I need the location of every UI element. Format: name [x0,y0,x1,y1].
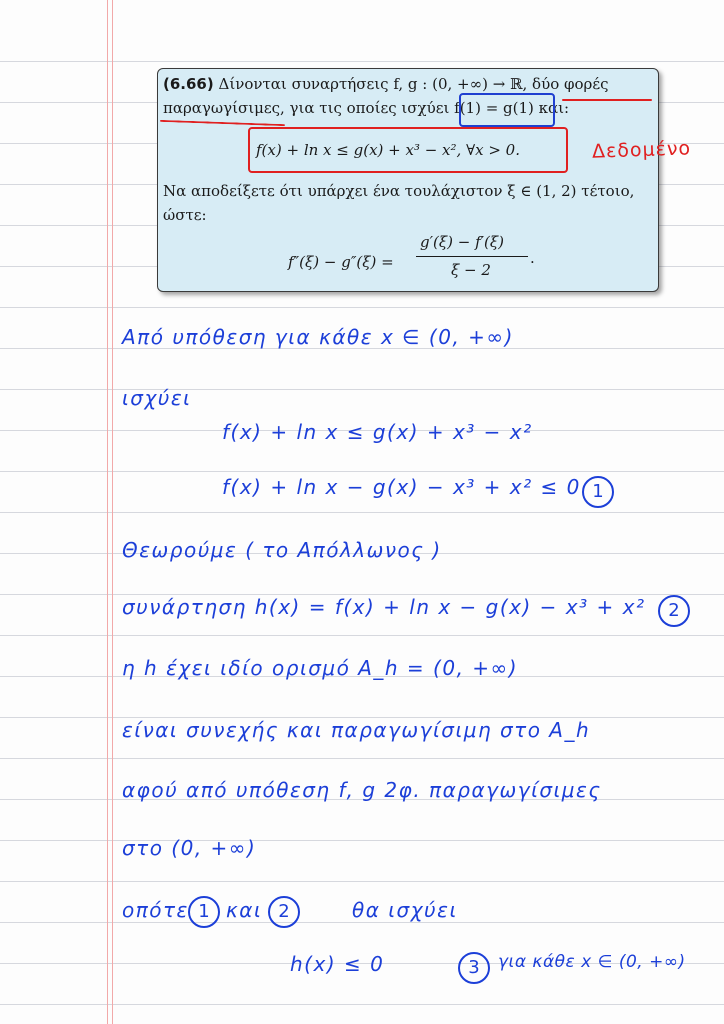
red-underline-two-times [562,99,652,101]
hw-line-11c: θα ισχύει [352,898,458,922]
hw-line-10: στο (0, +∞) [122,836,257,860]
equation-marker-3: 3 [458,952,490,984]
hw-line-3: f(x) + ln x ≤ g(x) + x³ − x² [222,420,533,444]
given-inequality: f(x) + ln x ≤ g(x) + x³ − x², ∀x > 0. [256,141,520,159]
goal-denominator: ξ − 2 [451,261,491,279]
exercise-number: (6.66) [163,75,214,93]
hw-line-6: συνάρτηση h(x) = f(x) + ln x − g(x) − x³ + x² [122,595,646,619]
exercise-line-1 [163,75,609,93]
goal-lhs: f″(ξ) − g″(ξ) = [288,253,394,271]
hw-line-11b: και [226,898,263,922]
hw-line-2: ισχύει [122,386,192,410]
equation-marker-1: 1 [582,476,614,508]
hw-line-9: αφού από υπόθεση f, g 2φ. παραγωγίσιμες [122,778,602,802]
given-label: Δεδομένο [591,137,692,163]
hw-line-7: η h έχει ιδίο ορισμό A_h = (0, +∞) [122,656,518,680]
hw-line-5: Θεωρούμε ( το Απόλλωνος ) [122,538,442,562]
exercise-line-5: ώστε: [163,206,207,224]
equation-ref-1: 1 [188,896,220,928]
goal-numerator: g′(ξ) − f′(ξ) [420,233,505,251]
hw-line-11a: οπότε [122,898,189,922]
hw-line-12b: για κάθε x ∈ (0, +∞) [498,952,686,972]
red-box-inequality [248,127,568,173]
equation-ref-2: 2 [268,896,300,928]
exercise-text-1: Δίνονται συναρτήσεις f, g : (0, +∞) → ℝ, δύο φορές [218,75,609,93]
hw-line-12a: h(x) ≤ 0 [290,952,385,976]
margin-line [107,0,108,1024]
hw-line-1: Από υπόθεση για κάθε x ∈ (0, +∞) [122,325,514,349]
blue-box-f1-g1 [459,93,555,127]
margin-line [112,0,113,1024]
fraction-bar [416,256,528,257]
goal-period: . [530,249,535,267]
hw-line-8: είναι συνεχής και παραγωγίσιμη στο A_h [122,718,591,742]
hw-line-4: f(x) + ln x − g(x) − x³ + x² ≤ 0 [222,475,581,499]
exercise-line-2: παραγωγίσιμες, για τις οποίες ισχύει f(1) = g(1) και: [163,99,570,117]
equation-marker-2: 2 [658,595,690,627]
exercise-box [157,68,659,292]
exercise-line-4: Να αποδείξετε ότι υπάρχει ένα τουλάχιστον ξ ∈ (1, 2) τέτοιο, [163,182,635,200]
